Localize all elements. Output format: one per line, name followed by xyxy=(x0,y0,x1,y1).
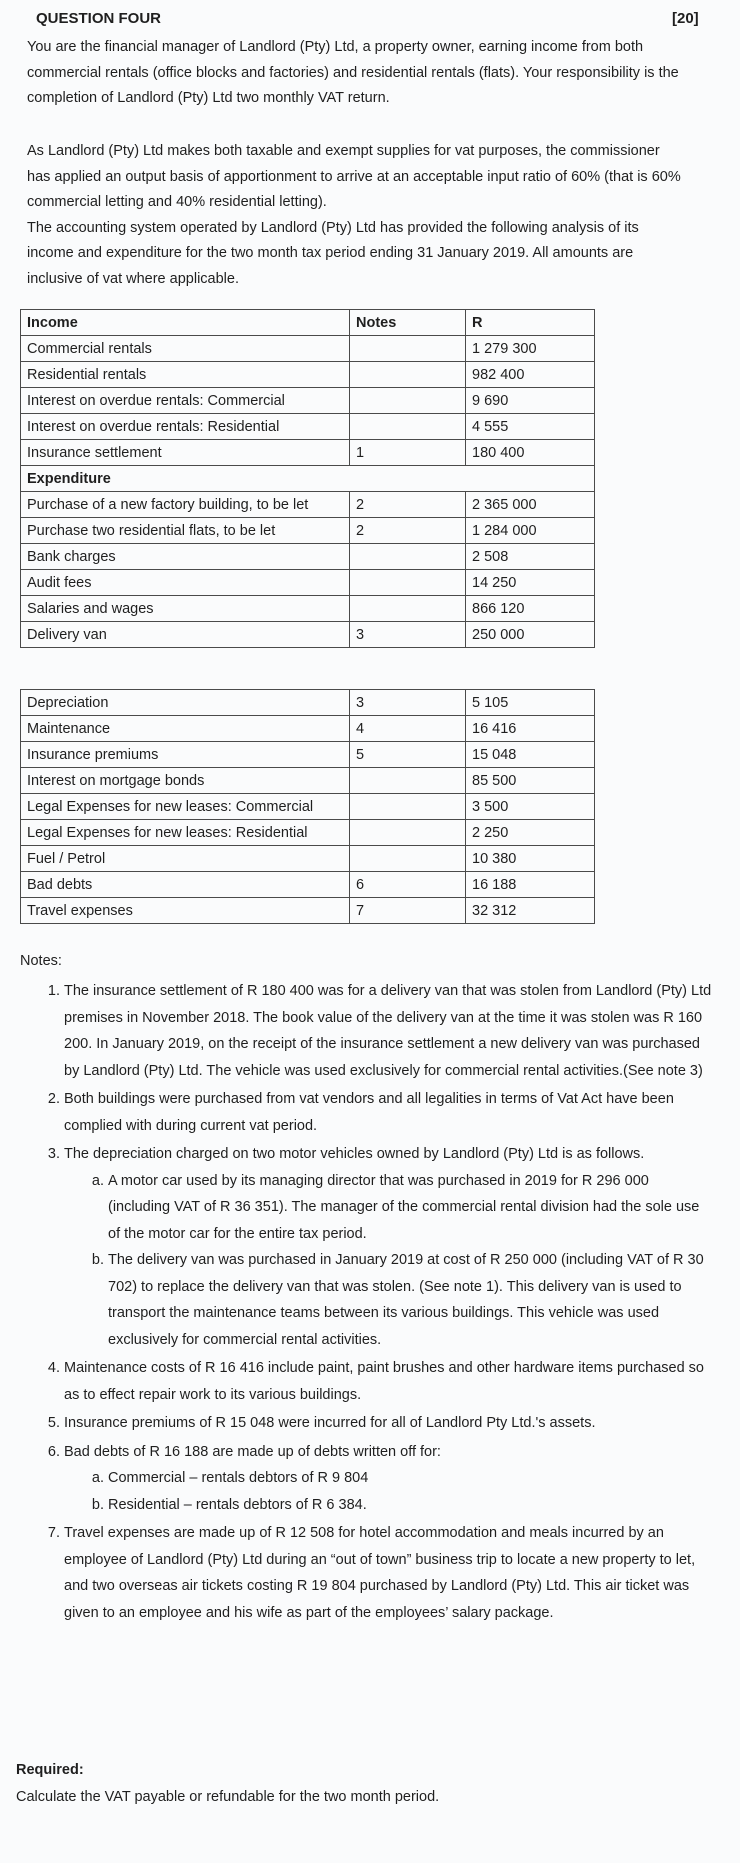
row-amount: 14 250 xyxy=(466,570,595,596)
table-row xyxy=(21,492,595,518)
table-row xyxy=(21,820,595,846)
table-row xyxy=(21,570,595,596)
question-marks: [20] xyxy=(672,10,699,27)
row-notes: 2 xyxy=(350,518,466,544)
income-expenditure-table xyxy=(20,309,595,648)
table-row xyxy=(21,544,595,570)
table-row xyxy=(21,622,595,648)
table-row xyxy=(21,742,595,768)
note-1: 1. The insurance settlement of R 180 400 was for a delivery van that was stolen from Landlord (Pty) Ltd premises in November 2018. The book value of the delivery van at the time it was stolen was R 160 200. In January 2019, on the receipt of the insurance settlement a new delivery van was purchased by Landlord (Pty) Ltd. The vehicle was used exclusively for commercial rental activities.(See note 3) xyxy=(64,978,714,1084)
row-item: Fuel / Petrol xyxy=(21,846,350,872)
header-notes: Notes xyxy=(350,310,466,336)
note-3-sublist xyxy=(64,1168,714,1354)
row-amount: 180 400 xyxy=(466,440,595,466)
table-row xyxy=(21,414,595,440)
row-amount: 16 188 xyxy=(466,872,595,898)
header-income: Income xyxy=(21,310,350,336)
table-row xyxy=(21,596,595,622)
row-item: Bad debts xyxy=(21,872,350,898)
table-row xyxy=(21,440,595,466)
note-3-text: The depreciation charged on two motor vehicles owned by Landlord (Pty) Ltd is as follows. xyxy=(64,1146,645,1162)
note-3a: a. A motor car used by its managing director that was purchased in 2019 for R 296 000 (including VAT of R 36 351). The manager of the commercial rental division had the sole use of the motor car for the entire tax period. xyxy=(108,1168,714,1248)
row-item: Maintenance xyxy=(21,716,350,742)
row-notes xyxy=(350,388,466,414)
row-notes: 1 xyxy=(350,440,466,466)
row-item: Audit fees xyxy=(21,570,350,596)
row-item: Bank charges xyxy=(21,544,350,570)
note-4: 4. Maintenance costs of R 16 416 include paint, paint brushes and other hardware items purchased so as to effect repair work to its various buildings. xyxy=(64,1355,714,1408)
row-notes xyxy=(350,570,466,596)
row-notes xyxy=(350,768,466,794)
question-title: QUESTION FOUR xyxy=(36,10,162,27)
note-6-text: Bad debts of R 16 188 are made up of debts written off for: xyxy=(64,1443,441,1460)
row-notes: 7 xyxy=(350,898,466,924)
row-amount: 10 380 xyxy=(466,846,595,872)
note-7: 7. Travel expenses are made up of R 12 508 for hotel accommodation and meals incurred by an employee of Landlord (Pty) Ltd during an “out of town” business trip to locate a new property to let, and two overseas air tickets costing R 19 804 purchased by Landlord (Pty) Ltd. This air ticket was given to an employee and his wife as part of the employees’ salary package. xyxy=(64,1520,714,1626)
expenditure-continued-table xyxy=(20,689,595,924)
row-item: Purchase of a new factory building, to be let xyxy=(21,492,350,518)
row-notes xyxy=(350,846,466,872)
row-amount: 1 284 000 xyxy=(466,518,595,544)
table-header-row xyxy=(21,310,595,336)
row-notes: 4 xyxy=(350,716,466,742)
header-amount: R xyxy=(466,310,595,336)
row-amount: 2 365 000 xyxy=(466,492,595,518)
table-row xyxy=(21,716,595,742)
row-notes: 5 xyxy=(350,742,466,768)
note-3 xyxy=(64,1141,714,1353)
table-row xyxy=(21,336,595,362)
row-item: Interest on mortgage bonds xyxy=(21,768,350,794)
row-amount: 2 508 xyxy=(466,544,595,570)
row-item: Insurance settlement xyxy=(21,440,350,466)
note-6a: a. Commercial – rentals debtors of R 9 804 xyxy=(108,1465,714,1492)
row-notes xyxy=(350,336,466,362)
row-amount: 32 312 xyxy=(466,898,595,924)
row-notes: 2 xyxy=(350,492,466,518)
table-row xyxy=(21,768,595,794)
row-amount: 1 279 300 xyxy=(466,336,595,362)
intro-paragraph-1: You are the financial manager of Landlord (Pty) Ltd, a property owner, earning income from both commercial rentals (office blocks and factories) and residential rentals (flats). Your responsibility is the completion of Landlord (Pty) Ltd two monthly VAT return. xyxy=(27,39,679,106)
row-item: Purchase two residential flats, to be let xyxy=(21,518,350,544)
expenditure-heading: Expenditure xyxy=(21,466,595,492)
table-row xyxy=(21,388,595,414)
note-2: 2. Both buildings were purchased from vat vendors and all legalities in terms of Vat Act have been complied with during current vat period. xyxy=(64,1086,714,1139)
row-item: Interest on overdue rentals: Residential xyxy=(21,414,350,440)
table-row xyxy=(21,690,595,716)
row-item: Interest on overdue rentals: Commercial xyxy=(21,388,350,414)
row-notes xyxy=(350,544,466,570)
row-notes xyxy=(350,820,466,846)
required-heading: Required: xyxy=(16,1762,84,1778)
expenditure-heading-row xyxy=(21,466,595,492)
row-amount: 9 690 xyxy=(466,388,595,414)
apportionment-text: As Landlord (Pty) Ltd makes both taxable and exempt supplies for vat purposes, the commissioner has applied an output basis of apportionment to arrive at an acceptable input ratio of 60% (that is 60% commercial letting and 40% residential letting). xyxy=(27,143,681,210)
note-6-sublist xyxy=(64,1465,714,1518)
row-amount: 2 250 xyxy=(466,820,595,846)
note-3b: b. The delivery van was purchased in January 2019 at cost of R 250 000 (including VAT of R 30 702) to replace the delivery van that was stolen. (See note 1). This delivery van is used to transport the maintenance teams between its various buildings. This vehicle was used exclusively for commercial rental activities. xyxy=(108,1247,714,1353)
row-notes xyxy=(350,596,466,622)
row-notes: 6 xyxy=(350,872,466,898)
row-item: Delivery van xyxy=(21,622,350,648)
row-amount: 85 500 xyxy=(466,768,595,794)
row-item: Travel expenses xyxy=(21,898,350,924)
note-6 xyxy=(64,1439,714,1519)
row-item: Depreciation xyxy=(21,690,350,716)
intro-paragraph-2 xyxy=(27,139,687,292)
row-amount: 3 500 xyxy=(466,794,595,820)
row-notes xyxy=(350,414,466,440)
accounting-analysis-text: The accounting system operated by Landlord (Pty) Ltd has provided the following analysis of its income and expenditure for the two month tax period ending 31 January 2019. All amounts are inclusive of vat where applicable. xyxy=(27,219,639,287)
row-item: Insurance premiums xyxy=(21,742,350,768)
row-amount: 250 000 xyxy=(466,622,595,648)
table-row xyxy=(21,846,595,872)
table-row xyxy=(21,898,595,924)
table-row xyxy=(21,872,595,898)
required-text: Calculate the VAT payable or refundable for the two month period. xyxy=(16,1789,440,1805)
row-item: Legal Expenses for new leases: Residential xyxy=(21,820,350,846)
note-5: 5. Insurance premiums of R 15 048 were incurred for all of Landlord Pty Ltd.'s assets. xyxy=(64,1410,714,1437)
table-row xyxy=(21,362,595,388)
row-notes xyxy=(350,362,466,388)
row-notes: 3 xyxy=(350,690,466,716)
row-item: Legal Expenses for new leases: Commercial xyxy=(21,794,350,820)
row-item: Salaries and wages xyxy=(21,596,350,622)
row-notes xyxy=(350,794,466,820)
row-item: Residential rentals xyxy=(21,362,350,388)
row-amount: 15 048 xyxy=(466,742,595,768)
row-notes: 3 xyxy=(350,622,466,648)
row-item: Commercial rentals xyxy=(21,336,350,362)
notes-list xyxy=(20,978,714,1628)
row-amount: 4 555 xyxy=(466,414,595,440)
row-amount: 982 400 xyxy=(466,362,595,388)
row-amount: 866 120 xyxy=(466,596,595,622)
row-amount: 16 416 xyxy=(466,716,595,742)
note-6b: b. Residential – rentals debtors of R 6 384. xyxy=(108,1492,714,1519)
table-row xyxy=(21,794,595,820)
row-amount: 5 105 xyxy=(466,690,595,716)
table-row xyxy=(21,518,595,544)
notes-heading: Notes: xyxy=(20,953,62,969)
